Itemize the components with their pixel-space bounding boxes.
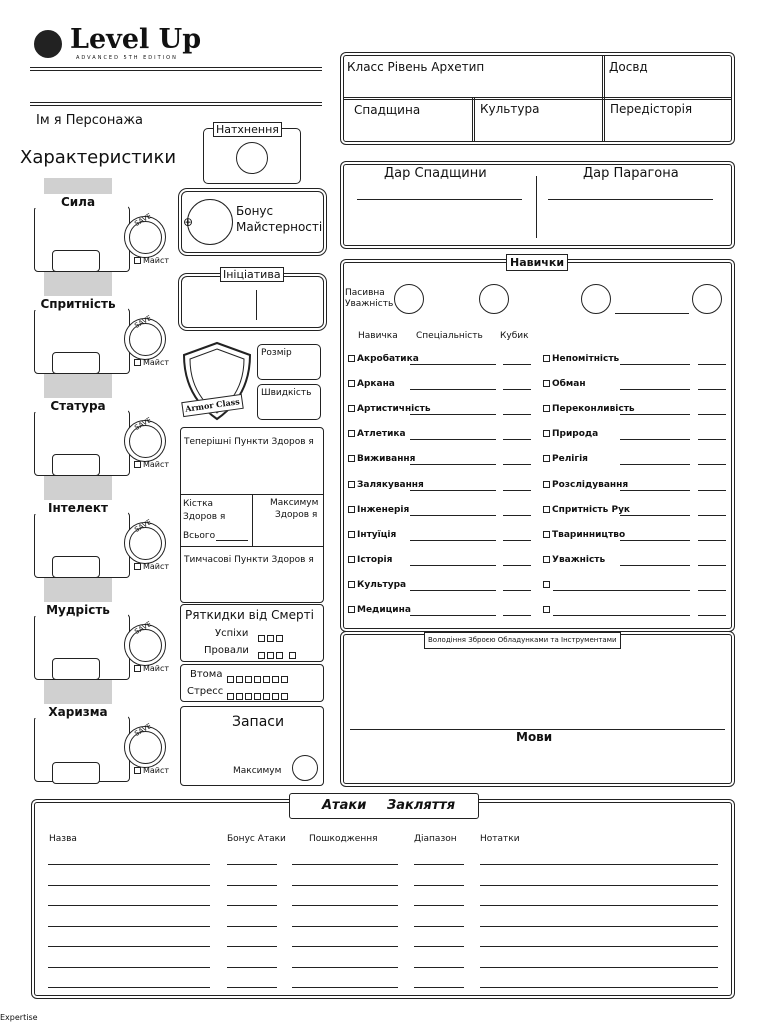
specialty-line[interactable] [620,515,690,516]
checkbox[interactable] [263,693,270,700]
die-line[interactable] [503,515,531,516]
initiative-divider [256,290,257,320]
checkbox[interactable] [134,563,141,570]
successes-label: Успіхи [215,628,249,639]
checkbox[interactable] [236,676,243,683]
attack-entry-line[interactable] [414,967,464,968]
specialty-line[interactable] [553,615,690,616]
stress-checkboxes[interactable] [227,686,290,705]
die-line[interactable] [698,615,726,616]
checkbox[interactable] [134,461,141,468]
ability-name: Сила [28,194,128,208]
skill-row [543,454,588,465]
checkbox[interactable] [272,693,279,700]
skill-name: Акробатика [357,354,419,364]
checkbox[interactable] [281,693,288,700]
checkbox[interactable] [543,556,550,563]
ability-dexterity [32,296,170,380]
skill-name: Релігія [552,454,588,464]
passive-perception-label-2: Уважність [345,299,394,309]
specialty-line[interactable] [410,490,496,491]
attack-name-header: Назва [49,834,77,844]
die-line[interactable] [503,439,531,440]
attack-entry-line[interactable] [292,864,398,865]
checkbox[interactable] [289,652,296,659]
attack-entry-line[interactable] [227,967,277,968]
total-label: Всього [183,531,216,541]
ability-name: Харизма [28,704,128,718]
initiative-label: Ініціатива [220,267,284,282]
top-info-v-divider-1 [602,55,605,142]
save-proficiency[interactable] [134,766,169,775]
plus-icon: ⊕ [183,215,194,229]
failures-label: Провали [204,645,249,656]
specialty-line[interactable] [410,590,496,591]
skill-name: Історія [357,555,393,565]
die-line[interactable] [503,565,531,566]
attack-entry-line[interactable] [414,864,464,865]
attack-entry-line[interactable] [48,987,210,988]
attack-entry-line[interactable] [414,905,464,906]
attack-entry-line[interactable] [414,926,464,927]
ability-modifier-box[interactable] [52,250,100,272]
checkbox[interactable] [543,506,550,513]
ability-modifier-box[interactable] [52,352,100,374]
footer-expertise: Expertise [0,1013,38,1022]
skill-row [348,354,419,365]
checkbox[interactable] [348,506,355,513]
checkbox[interactable] [276,652,283,659]
specialty-line[interactable] [410,615,496,616]
specialty-line[interactable] [410,389,496,390]
checkbox[interactable] [254,693,261,700]
skill-name: Непомітність [552,354,620,364]
save-proficiency[interactable] [134,562,169,571]
skill-row [543,555,605,566]
skills-title: Навички [506,254,568,271]
die-line[interactable] [698,565,726,566]
die-line[interactable] [503,464,531,465]
checkbox[interactable] [227,676,234,683]
specialty-line[interactable] [553,590,690,591]
attack-entry-line[interactable] [480,905,718,906]
char-name-label: Ім я Персонажа [36,113,143,128]
supplies-title: Запаси [232,714,285,730]
skill-row [543,530,625,541]
checkbox[interactable] [543,380,550,387]
ability-intelligence [32,500,170,584]
checkbox[interactable] [258,652,265,659]
checkbox[interactable] [134,767,141,774]
skill-column-header: Навичка [358,331,398,341]
passive-perception-circle[interactable] [394,284,424,314]
checkbox[interactable] [254,676,261,683]
ability-modifier-box[interactable] [52,556,100,578]
specialty-line[interactable] [620,490,690,491]
skill-name: Обман [552,379,586,389]
attack-entry-line[interactable] [292,987,398,988]
char-name-line[interactable] [30,102,322,103]
die-line[interactable] [503,490,531,491]
checkbox[interactable] [543,455,550,462]
skill-row [543,379,586,390]
die-line[interactable] [698,389,726,390]
specialty-line[interactable] [620,364,690,365]
checkbox[interactable] [134,359,141,366]
attack-entry-line[interactable] [48,905,210,906]
prof-label: Майст [143,664,170,673]
checkbox[interactable] [348,531,355,538]
skill-name: Тваринництво [552,530,626,540]
passive-circle-3[interactable] [581,284,611,314]
checkbox[interactable] [134,257,141,264]
passive-perception-label-1: Пасивна [345,288,385,298]
die-line[interactable] [503,364,531,365]
max-hp-label-2: Здоров я [275,510,318,520]
top-info-v-divider-2 [472,98,475,142]
skill-row [348,580,406,591]
specialty-line[interactable] [410,414,496,415]
attack-entry-line[interactable] [48,946,210,947]
proficiencies-title: Володіння Зброєю Обладунками та Інструментами [424,632,621,649]
gifts-divider [536,176,537,238]
die-line[interactable] [503,540,531,541]
skill-name: Залякування [357,480,424,490]
proficiency-bonus-circle[interactable] [187,199,233,245]
attack-entry-line[interactable] [48,864,210,865]
checkbox[interactable] [543,355,550,362]
save-proficiency[interactable] [134,460,169,469]
ability-wisdom [32,602,170,686]
inspiration-label: Натхнення [213,122,282,137]
background-label[interactable]: Передісторія [610,102,693,116]
logo-underline-2 [30,70,322,71]
proficiencies-box[interactable] [343,634,732,784]
ability-name: Спритність [28,296,128,310]
skill-row [543,605,552,616]
save-label: SAVE [133,314,153,330]
checkbox[interactable] [543,481,550,488]
specialty-line[interactable] [410,364,496,365]
skill-name: Розслідування [552,480,629,490]
skill-row [348,505,409,516]
attack-entry-line[interactable] [48,967,210,968]
class-level-label[interactable]: Класс Рівень Архетип [347,60,485,74]
fatigue-label: Втома [190,669,223,680]
attack-entry-line[interactable] [480,946,718,947]
ability-strength [32,194,170,278]
attack-entry-line[interactable] [48,885,210,886]
save-label: SAVE [133,416,153,432]
specialty-line[interactable] [620,389,690,390]
hit-dice-label-1: Кістка [183,499,214,509]
checkbox[interactable] [543,405,550,412]
save-proficiency[interactable] [134,358,169,367]
heritage-label[interactable]: Спадщина [354,103,421,117]
checkbox[interactable] [263,676,270,683]
attack-entry-line[interactable] [480,926,718,927]
save-label: SAVE [133,518,153,534]
checkbox[interactable] [258,635,265,642]
attack-entry-line[interactable] [480,864,718,865]
checkbox[interactable] [227,693,234,700]
passive-line[interactable] [615,313,689,314]
skill-row [543,580,552,591]
skill-name: Атлетика [357,429,406,439]
skill-name: Природа [552,429,599,439]
die-line[interactable] [698,515,726,516]
attack-entry-line[interactable] [227,987,277,988]
failure-checkboxes[interactable] [258,645,298,664]
supplies-max-label: Максимум [233,766,282,776]
attack-entry-line[interactable] [292,885,398,886]
spells-title: Закляття [387,798,456,813]
die-line[interactable] [698,414,726,415]
attack-entry-line[interactable] [227,946,277,947]
logo [34,26,204,66]
current-hp-label: Теперішні Пункти Здоров я [184,437,314,447]
checkbox[interactable] [348,606,355,613]
specialty-line[interactable] [620,565,690,566]
attack-entry-line[interactable] [480,885,718,886]
paragon-gift-line[interactable] [548,199,713,200]
checkbox[interactable] [543,606,550,613]
checkbox[interactable] [348,481,355,488]
experience-label[interactable]: Досвд [609,60,648,74]
save-label: SAVE [133,722,153,738]
attack-entry-line[interactable] [292,967,398,968]
skill-row [348,454,415,465]
proficiency-bonus-label-2: Майстерності [236,220,323,234]
skills-box [343,262,732,629]
die-line[interactable] [503,590,531,591]
ability-name: Статура [28,398,128,412]
paragon-gift-label: Дар Парагона [583,166,679,181]
checkbox[interactable] [236,693,243,700]
die-line[interactable] [503,414,531,415]
char-name-line-2 [30,105,322,106]
logo-text: Level Up [70,24,202,55]
die-line[interactable] [698,490,726,491]
skill-row [348,530,396,541]
initiative-box[interactable] [181,276,324,328]
skill-name: Переконливість [552,404,635,414]
attack-entry-line[interactable] [292,926,398,927]
specialty-line[interactable] [410,515,496,516]
skill-row [543,505,630,516]
heritage-gift-line[interactable] [357,199,522,200]
armor-class-label: Armor Class [181,394,243,417]
save-proficiency[interactable] [134,256,169,265]
checkbox[interactable] [134,665,141,672]
ability-name: Інтелект [28,500,128,514]
prof-label: Майст [143,460,170,469]
prof-label: Майст [143,256,170,265]
culture-label[interactable]: Культура [480,102,540,116]
skill-row [543,429,598,440]
skill-name: Аркана [357,379,395,389]
logo-emblem-icon [34,30,62,58]
hp-divider-vert [252,494,253,546]
attack-damage-header: Пошкодження [309,834,378,844]
checkbox[interactable] [543,531,550,538]
die-line[interactable] [698,540,726,541]
die-line[interactable] [698,590,726,591]
attack-entry-line[interactable] [292,905,398,906]
checkbox[interactable] [348,380,355,387]
save-proficiency[interactable] [134,664,169,673]
attack-bonus-header: Бонус Атаки [227,834,286,844]
attack-entry-line[interactable] [227,885,277,886]
ability-name: Мудрість [28,602,128,616]
attack-entry-line[interactable] [480,987,718,988]
specialty-line[interactable] [620,439,690,440]
checkbox[interactable] [267,652,274,659]
specialty-line[interactable] [410,565,496,566]
skill-name: Медицина [357,605,411,615]
checkbox[interactable] [272,676,279,683]
passive-circle-4[interactable] [692,284,722,314]
stress-label: Стресс [187,686,224,697]
attack-entry-line[interactable] [480,967,718,968]
skill-row [348,605,411,616]
checkbox[interactable] [348,556,355,563]
checkbox[interactable] [348,581,355,588]
skill-name: Інженерія [357,505,410,515]
ability-modifier-box[interactable] [52,658,100,680]
attack-entry-line[interactable] [414,885,464,886]
checkbox[interactable] [245,676,252,683]
heritage-gift-label: Дар Спадщини [384,166,487,181]
death-saves-title: Ряткидки від Смерті [185,608,314,622]
attack-entry-line[interactable] [414,987,464,988]
languages-label: Мови [516,730,553,744]
logo-subtitle: ADVANCED 5TH EDITION [76,55,178,61]
passive-circle-2[interactable] [479,284,509,314]
specialty-line[interactable] [410,464,496,465]
checkbox[interactable] [348,355,355,362]
attack-entry-line[interactable] [292,946,398,947]
die-line[interactable] [503,615,531,616]
hp-divider-2 [180,546,324,547]
speed-label: Швидкість [261,388,312,398]
skill-name: Уважність [552,555,606,565]
checkbox[interactable] [348,455,355,462]
skill-name: Культура [357,580,407,590]
skill-name: Інтуїція [357,530,397,540]
die-line[interactable] [698,439,726,440]
skill-row [348,429,406,440]
size-label: Розмір [261,348,292,358]
ability-modifier-box[interactable] [52,762,100,784]
current-hp-field[interactable] [181,450,323,492]
logo-underline [30,67,322,68]
attack-entry-line[interactable] [227,905,277,906]
skill-row [348,555,392,566]
specialty-line[interactable] [410,540,496,541]
characteristics-title: Характеристики [20,147,177,168]
save-label: SAVE [133,212,153,228]
checkbox[interactable] [543,581,550,588]
attack-notes-header: Нотатки [480,834,520,844]
attack-entry-line[interactable] [227,864,277,865]
ability-charisma [32,704,170,788]
proficiency-bonus-label-1: Бонус [236,204,274,218]
skill-name: Спритність Рук [552,505,631,515]
die-line[interactable] [503,389,531,390]
hit-dice-label-2: Здоров я [183,512,226,522]
temp-hp-label: Тимчасові Пункти Здоров я [184,555,314,565]
skill-name: Артистичність [357,404,431,414]
save-label: SAVE [133,620,153,636]
attack-entry-line[interactable] [414,946,464,947]
checkbox[interactable] [267,635,274,642]
skill-name: Виживання [357,454,416,464]
specialty-line[interactable] [410,439,496,440]
die-line[interactable] [698,464,726,465]
prof-label: Майст [143,358,170,367]
specialty-column-header: Спеціальність [416,331,483,341]
specialty-line[interactable] [620,414,690,415]
attack-range-header: Діапазон [414,834,457,844]
prof-label: Майст [143,766,170,775]
attack-entry-line[interactable] [48,926,210,927]
inspiration-circle[interactable] [236,142,268,174]
top-info-h-divider [343,97,732,100]
attack-entry-line[interactable] [227,926,277,927]
checkbox[interactable] [348,405,355,412]
checkbox[interactable] [543,430,550,437]
skill-row [348,379,395,390]
checkbox[interactable] [348,430,355,437]
ability-constitution [32,398,170,482]
specialty-line[interactable] [620,464,690,465]
checkbox[interactable] [245,693,252,700]
ability-modifier-box[interactable] [52,454,100,476]
checkbox[interactable] [281,676,288,683]
attacks-title: Атаки [322,798,367,813]
prof-label: Майст [143,562,170,571]
checkbox[interactable] [276,635,283,642]
max-hp-label-1: Максимум [270,498,319,508]
die-line[interactable] [698,364,726,365]
skill-row [543,480,628,491]
die-column-header: Кубик [500,331,529,341]
total-field[interactable] [216,540,248,541]
skill-row [543,354,619,365]
specialty-line[interactable] [620,540,690,541]
supplies-max-circle[interactable] [292,755,318,781]
